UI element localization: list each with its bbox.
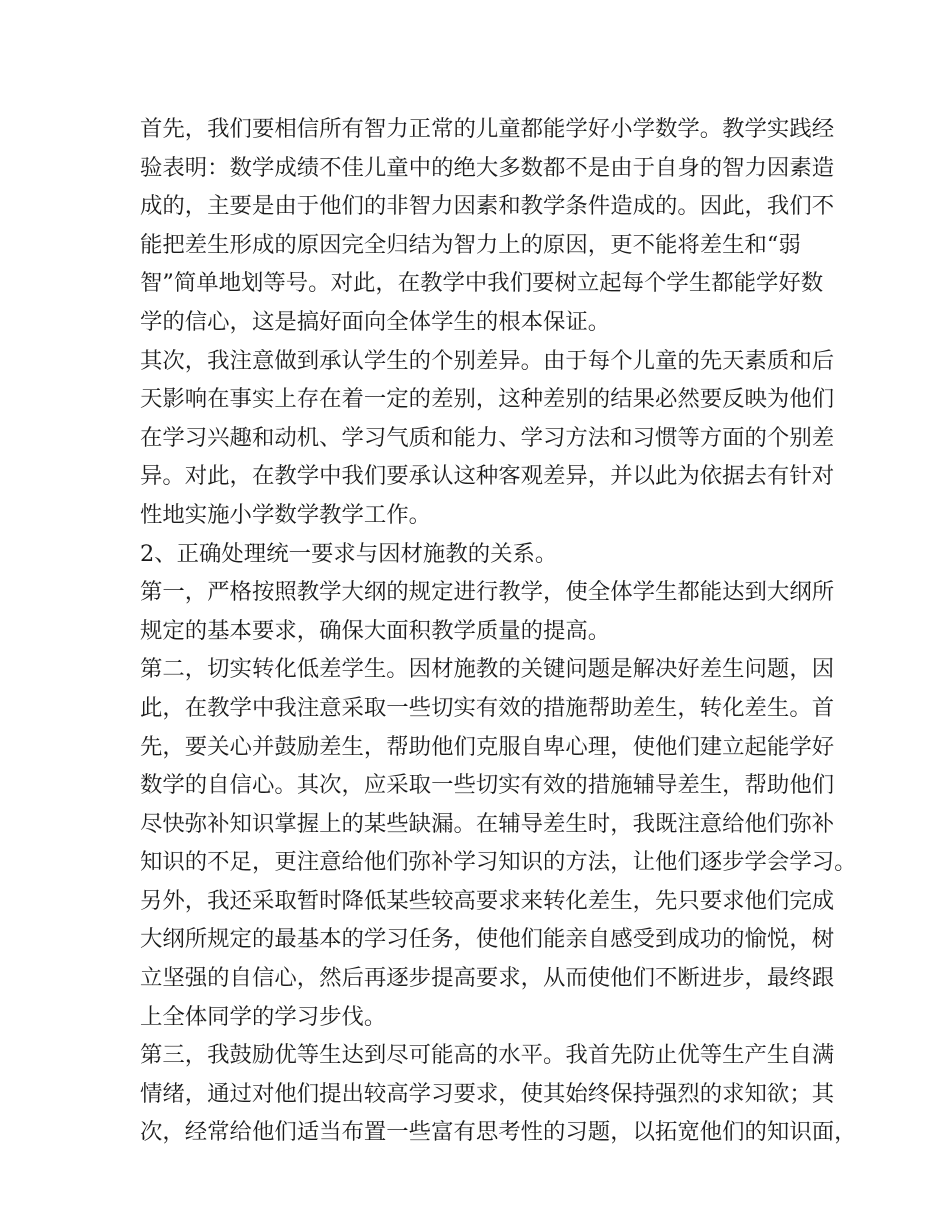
text-line: 能把差生形成的原因完全归结为智力上的原因，更不能将差生和“弱 bbox=[140, 231, 801, 258]
text-line: 情绪，通过对他们提出较高学习要求，使其始终保持强烈的求知欲；其 bbox=[140, 1080, 835, 1107]
text-line: 立坚强的自信心，然后再逐步提高要求，从而使他们不断进步，最终跟 bbox=[140, 965, 835, 992]
text-line: 学的信心，这是搞好面向全体学生的根本保证。 bbox=[140, 308, 611, 335]
text-line: 另外，我还采取暂时降低某些较高要求来转化差生，先只要求他们完成 bbox=[140, 887, 835, 914]
text-line: 上全体同学的学习步伐。 bbox=[140, 1003, 387, 1030]
document-body bbox=[140, 110, 857, 1152]
text-line: 成的，主要是由于他们的非智力因素和教学条件造成的。因此，我们不 bbox=[140, 193, 835, 220]
text-line: 数学的自信心。其次，应采取一些切实有效的措施辅导差生，帮助他们 bbox=[140, 772, 835, 799]
text-line: 首先，我们要相信所有智力正常的儿童都能学好小学数学。教学实践经 bbox=[140, 116, 835, 142]
text-line: 在学习兴趣和动机、学习气质和能力、学习方法和习惯等方面的个别差 bbox=[140, 424, 835, 451]
text-line: 此，在教学中我注意采取一些切实有效的措施帮助差生，转化差生。首 bbox=[140, 694, 835, 721]
text-line: 第三，我鼓励优等生达到尽可能高的水平。我首先防止优等生产生自满 bbox=[140, 1042, 835, 1069]
text-line: 大纲所规定的最基本的学习任务，使他们能亲自感受到成功的愉悦，树 bbox=[140, 926, 835, 953]
text-line: 第一，严格按照教学大纲的规定进行教学，使全体学生都能达到大纲所 bbox=[140, 579, 835, 606]
text-line: 性地实施小学数学教学工作。 bbox=[140, 501, 432, 528]
text-line: 异。对此，在教学中我们要承认这种客观差异，并以此为依据去有针对 bbox=[140, 463, 835, 490]
text-line: 次，经常给他们适当布置一些富有思考性的习题，以拓宽他们的知识面， bbox=[140, 1119, 857, 1146]
text-line: 尽快弥补知识掌握上的某些缺漏。在辅导差生时，我既注意给他们弥补 bbox=[140, 810, 835, 837]
section-heading: 2、正确处理统一要求与因材施教的关系。 bbox=[140, 540, 558, 567]
text-line: 其次，我注意做到承认学生的个别差异。由于每个儿童的先天素质和后 bbox=[140, 347, 835, 374]
text-line: 知识的不足，更注意给他们弥补学习知识的方法，让他们逐步学会学习。 bbox=[140, 849, 857, 876]
text-line: 规定的基本要求，确保大面积教学质量的提高。 bbox=[140, 617, 611, 644]
text-line: 智”简单地划等号。对此，在教学中我们要树立起每个学生都能学好数 bbox=[140, 270, 824, 297]
text-line: 验表明：数学成绩不佳儿童中的绝大多数都不是由于自身的智力因素造 bbox=[140, 154, 835, 181]
text-line: 第二，切实转化低差学生。因材施教的关键问题是解决好差生问题，因 bbox=[140, 656, 835, 683]
text-line: 先，要关心并鼓励差生，帮助他们克服自卑心理，使他们建立起能学好 bbox=[140, 733, 835, 760]
text-line: 天影响在事实上存在着一定的差别，这种差别的结果必然要反映为他们 bbox=[140, 386, 835, 413]
